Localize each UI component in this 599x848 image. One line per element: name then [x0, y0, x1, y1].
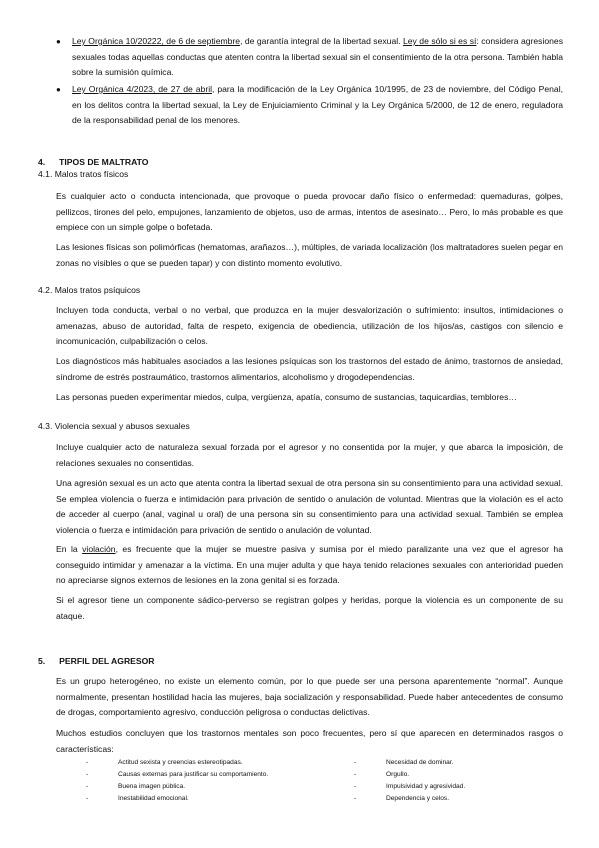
law-link-1[interactable]: Ley Orgánica 10/20222, de 6 de septiembre — [72, 36, 241, 46]
paragraph-4-1-b: Las lesiones físicas son polimórficas (hematomas, arañazos…), múltiples, de variada localización (los maltratadores suelen pegar en zonas no visibles o que se pueden tapar) y con distinto momento evolutivo. — [56, 242, 563, 268]
list-item: - Buena imagen pública. — [86, 781, 268, 793]
law-link-1b[interactable]: Ley de sólo si es sí — [403, 36, 477, 46]
bullet-dot: ● — [56, 37, 61, 46]
bullet-dot: ● — [56, 85, 61, 94]
traits-list-left — [86, 757, 268, 805]
list-item: - Inestabilidad emocional. — [86, 793, 268, 805]
paragraph-4-1-a: Es cualquier acto o conducta intencionada, que provoque o pueda provocar daño físico o enfermedad: quemaduras, golpes, pellizcos, tirones del pelo, empujones, lanzamiento de objetos, uso de armas, intentos de asesinato… Pero, lo más probable es que empiece con un simple golpe o bofetada. — [56, 191, 563, 232]
paragraph-4-2-c: Las personas pueden experimentar miedos, culpa, vergüenza, apatía, consumo de sustancias, taquicardias, temblores… — [56, 392, 517, 402]
law-bullet-2: Ley Orgánica 4/2023, de 27 de abril, para la modificación de la Ley Orgánica 10/1995, de 23 de noviembre, del Código Penal, en los delitos contra la libertad sexual, la Ley de Enjuiciamiento Criminal y la Ley Orgánica 5/2000, de 12 de enero, reguladora de la responsabilidad penal de los menores. — [72, 84, 563, 125]
law-link-2[interactable]: Ley Orgánica 4/2023, de 27 de abril — [72, 84, 213, 94]
heading-4-3: 4.3. Violencia sexual y abusos sexuales — [38, 421, 190, 431]
heading-4-1: 4.1. Malos tratos físicos — [38, 169, 129, 179]
paragraph-4-3-b: Una agresión sexual es un acto que atenta contra la libertad sexual de otra persona sin su consentimiento para una actividad sexual. Se emplea violencia o fuerza e intimidación para privación de sentido o anulación de voluntad. Mientras que la violación es el acto de acceder al cuerpo (anal, vaginal u oral) de una persona sin su consentimiento para una actividad sexual. También se emplea violencia o fuerza e intimidación para privación de sentido o anulación de voluntad. — [56, 478, 563, 535]
paragraph-4-3-a: Incluye cualquier acto de naturaleza sexual forzada por el agresor y no consentida por la mujer, y que abarca la imposición, de relaciones sexuales no consentidas. — [56, 442, 563, 468]
traits-list-right — [354, 757, 465, 805]
paragraph-5-a: Es un grupo heterogéneo, no existe un elemento común, por lo que puede ser una persona aparentemente “normal”. Aunque normalmente, presentan hostilidad hacia las mujeres, baja socialización y responsabilidad. Puede haber antecedentes de consumo de drogas, comportamiento agresivo, conducción peligrosa o conductas delictivas. — [56, 676, 563, 717]
list-item: - Impulsividad y agresividad. — [354, 781, 465, 793]
list-item: - Causas externas para justificar su comportamiento. — [86, 769, 268, 781]
list-item: - Orgullo. — [354, 769, 465, 781]
paragraph-4-2-a: Incluyen toda conducta, verbal o no verbal, que produzca en la mujer desvalorización o sufrimiento: insultos, intimidaciones o amenazas, abuso de autoridad, falta de respeto, exigencia de obediencia, utilización de los hijos/as, castigos con silencio e incomunicación, culpabilización o celos. — [56, 305, 563, 346]
heading-4-2: 4.2. Malos tratos psíquicos — [38, 285, 141, 295]
list-item: - Actitud sexista y creencias estereotipadas. — [86, 757, 268, 769]
violacion-link[interactable]: violación — [82, 544, 116, 554]
section-5-heading: 5. PERFIL DEL AGRESOR — [38, 656, 155, 666]
list-item: - Necesidad de dominar. — [354, 757, 465, 769]
section-4-heading: 4. TIPOS DE MALTRATO — [38, 157, 149, 167]
paragraph-4-2-b: Los diagnósticos más habituales asociados a las lesiones psíquicas son los trastornos del estado de ánimo, trastornos de ansiedad, síndrome de estrés postraumático, trastornos alimentarios, alcoholismo y drogodependencias. — [56, 356, 563, 382]
law-bullet-1: Ley Orgánica 10/20222, de 6 de septiembre, de garantía integral de la libertad sexual. Ley de sólo si es sí: considera agresiones sexuales todas aquellas conductas que atenten contra la libertad sexual sin el consentimiento de la otra persona. También habla sobre la sumisión química. — [72, 36, 563, 77]
paragraph-5-b: Muchos estudios concluyen que los trastornos mentales son poco frecuentes, pero sí que aparecen en determinados rasgos o características: — [56, 728, 563, 754]
list-item: - Dependencia y celos. — [354, 793, 465, 805]
paragraph-4-3-c: En la violación, es frecuente que la mujer se muestre pasiva y sumisa por el miedo paralizante una vez que el agresor ha conseguido intimidar y amenazar a la víctima. En una mujer adulta y que haya tenido relaciones sexuales con anterioridad pueden no apreciarse signos externos de lesiones en la zona genital si es forzada. — [56, 544, 563, 585]
paragraph-4-3-d: Si el agresor tiene un componente sádico-perverso se registran golpes y heridas, porque la violencia es un componente de su ataque. — [56, 595, 563, 621]
